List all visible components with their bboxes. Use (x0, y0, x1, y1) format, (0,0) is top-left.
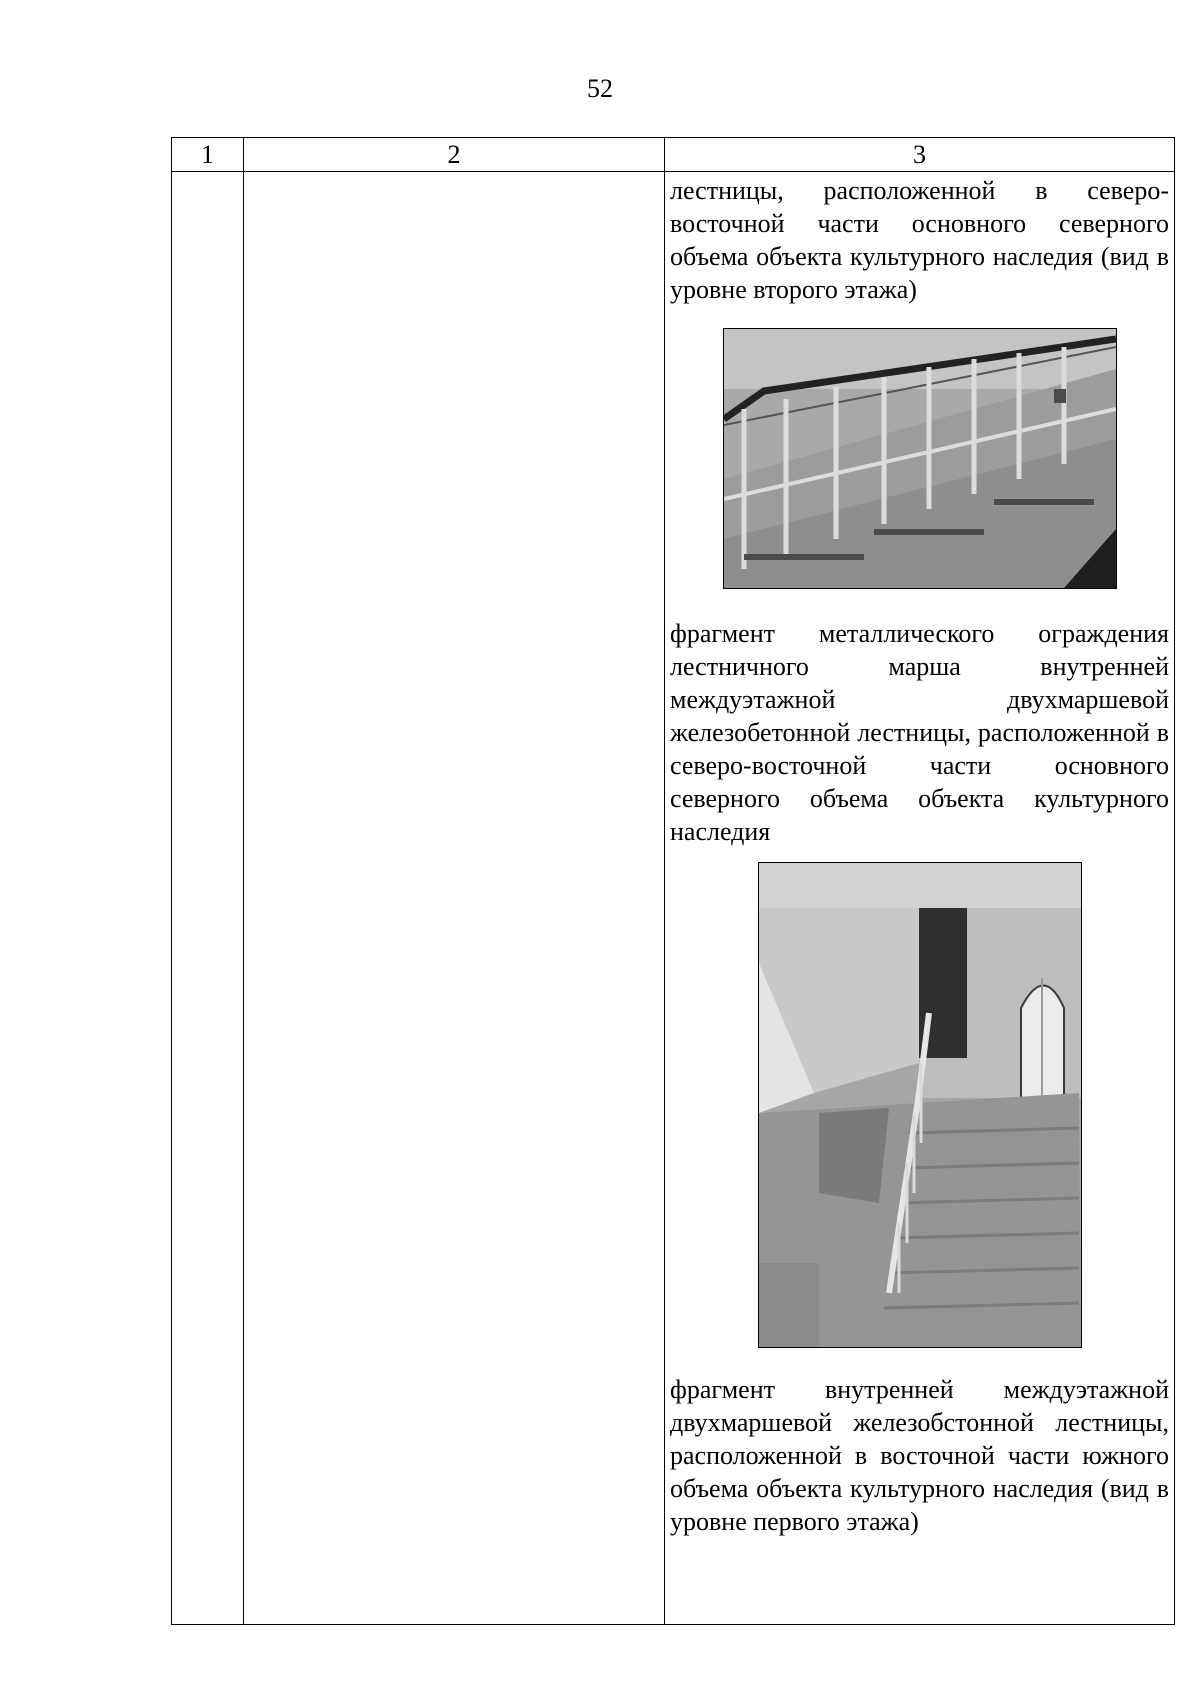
caption-staircase-fragment: фрагмент внутренней междуэтажной двухмаршевой железобстонной лестницы, расположенной в восточной части южного объема объекта культурного наследия (вид в уровне первого этажа) (670, 1375, 1169, 1536)
header-cell-2: 2 (244, 138, 665, 172)
railing-photo (723, 328, 1117, 589)
staircase-photo-image (759, 863, 1081, 1347)
header-cell-3: 3 (665, 138, 1175, 172)
table-header-row (172, 138, 1175, 172)
body-cell-1 (172, 172, 244, 1625)
railing-photo-image (724, 329, 1116, 588)
staircase-photo (758, 862, 1082, 1348)
caption-staircase-view: лестницы, расположенной в северо-восточной части основного северного объема объекта культурного наследия (вид в уровне второго этажа) (670, 176, 1169, 304)
data-table (171, 137, 1175, 1625)
body-cell-2 (244, 172, 665, 1625)
body-cell-3 (665, 172, 1175, 1625)
page-number: 52 (587, 74, 613, 103)
header-cell-1: 1 (172, 138, 244, 172)
caption-railing-fragment: фрагмент металлического ограждения лестничного марша внутренней междуэтажной двухмаршевой железобетонной лестницы, расположенной в северо-восточной части основного северного объема объекта культурного наследия (670, 619, 1169, 846)
table-row (172, 172, 1175, 1625)
